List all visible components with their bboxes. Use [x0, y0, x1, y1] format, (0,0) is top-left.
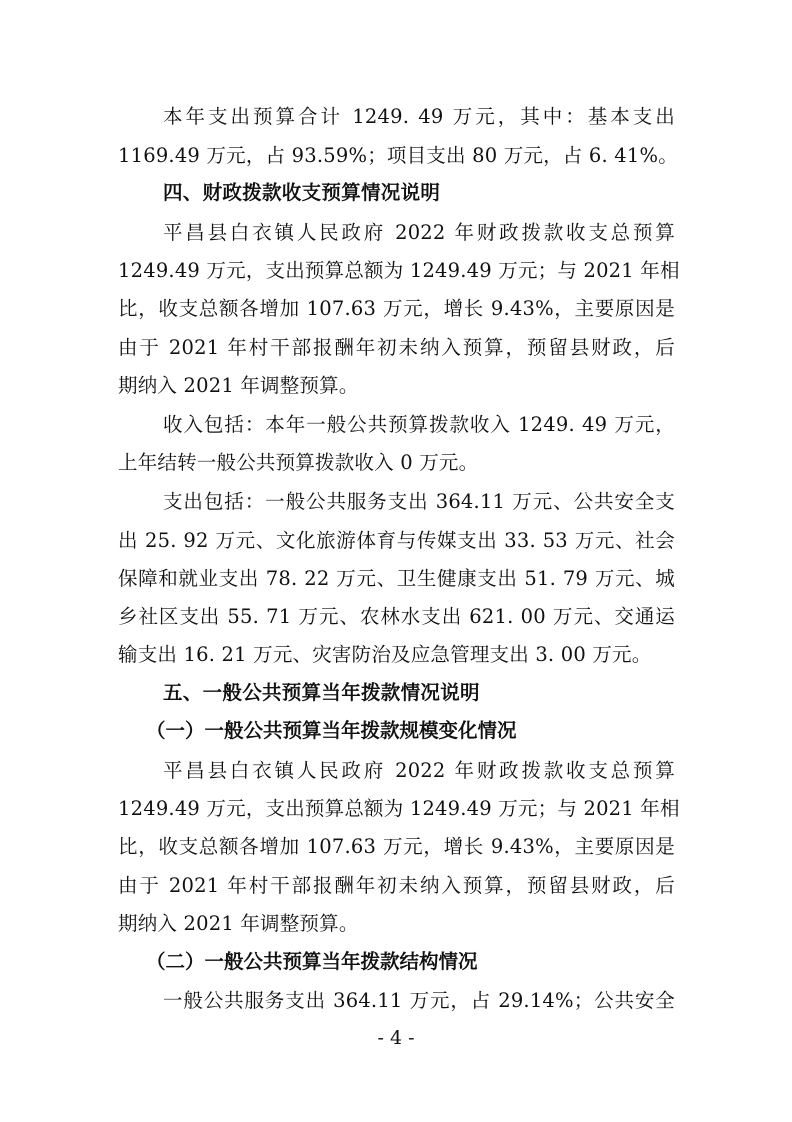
paragraph-line: 上年结转一般公共预算拨款收入 0 万元。 — [118, 451, 479, 474]
subsection-heading: （二）一般公共预算当年拨款结构情况 — [146, 950, 478, 973]
paragraph-line: 由于 2021 年村干部报酬年初未纳入预算，预留县财政，后 — [118, 874, 675, 897]
subsection-heading: （一）一般公共预算当年拨款规模变化情况 — [146, 719, 517, 742]
section-heading: 五、一般公共预算当年拨款情况说明 — [163, 681, 480, 704]
paragraph-line: 期纳入 2021 年调整预算。 — [118, 374, 359, 397]
paragraph-line: 一般公共服务支出 364.11 万元，占 29.14%；公共安全 — [163, 989, 675, 1012]
paragraph-line: 保障和就业支出 78. 22 万元、卫生健康支出 51. 79 万元、城 — [118, 567, 675, 590]
section-heading: 四、财政拨款收支预算情况说明 — [163, 181, 441, 204]
paragraph-line: 乡社区支出 55. 71 万元、农林水支出 621. 00 万元、交通运 — [118, 605, 675, 628]
paragraph-line: 1169.49 万元，占 93.59%；项目支出 80 万元，占 6. 41%。 — [118, 144, 678, 167]
paragraph-line: 期纳入 2021 年调整预算。 — [118, 912, 359, 935]
page-number: - 4 - — [377, 1027, 415, 1049]
paragraph-line: 出 25. 92 万元、文化旅游体育与传媒支出 33. 53 万元、社会 — [118, 529, 675, 552]
paragraph-line: 1249.49 万元，支出预算总额为 1249.49 万元；与 2021 年相 — [118, 259, 680, 282]
paragraph-line: 比，收支总额各增加 107.63 万元，增长 9.43%，主要原因是 — [118, 297, 675, 320]
paragraph-line: 1249.49 万元，支出预算总额为 1249.49 万元；与 2021 年相 — [118, 797, 680, 820]
paragraph-line: 平昌县白衣镇人民政府 2022 年财政拨款收支总预算 — [163, 759, 675, 782]
paragraph-line: 本年支出预算合计 1249. 49 万元，其中：基本支出 — [163, 105, 675, 128]
paragraph-line: 输支出 16. 21 万元、灾害防治及应急管理支出 3. 00 万元。 — [118, 643, 652, 666]
paragraph-line: 由于 2021 年村干部报酬年初未纳入预算，预留县财政，后 — [118, 336, 675, 359]
paragraph-line: 平昌县白衣镇人民政府 2022 年财政拨款收支总预算 — [163, 221, 675, 244]
paragraph-line: 收入包括：本年一般公共预算拨款收入 1249. 49 万元， — [163, 413, 675, 436]
paragraph-line: 支出包括：一般公共服务支出 364.11 万元、公共安全支 — [163, 490, 675, 513]
paragraph-line: 比，收支总额各增加 107.63 万元，增长 9.43%，主要原因是 — [118, 835, 675, 858]
